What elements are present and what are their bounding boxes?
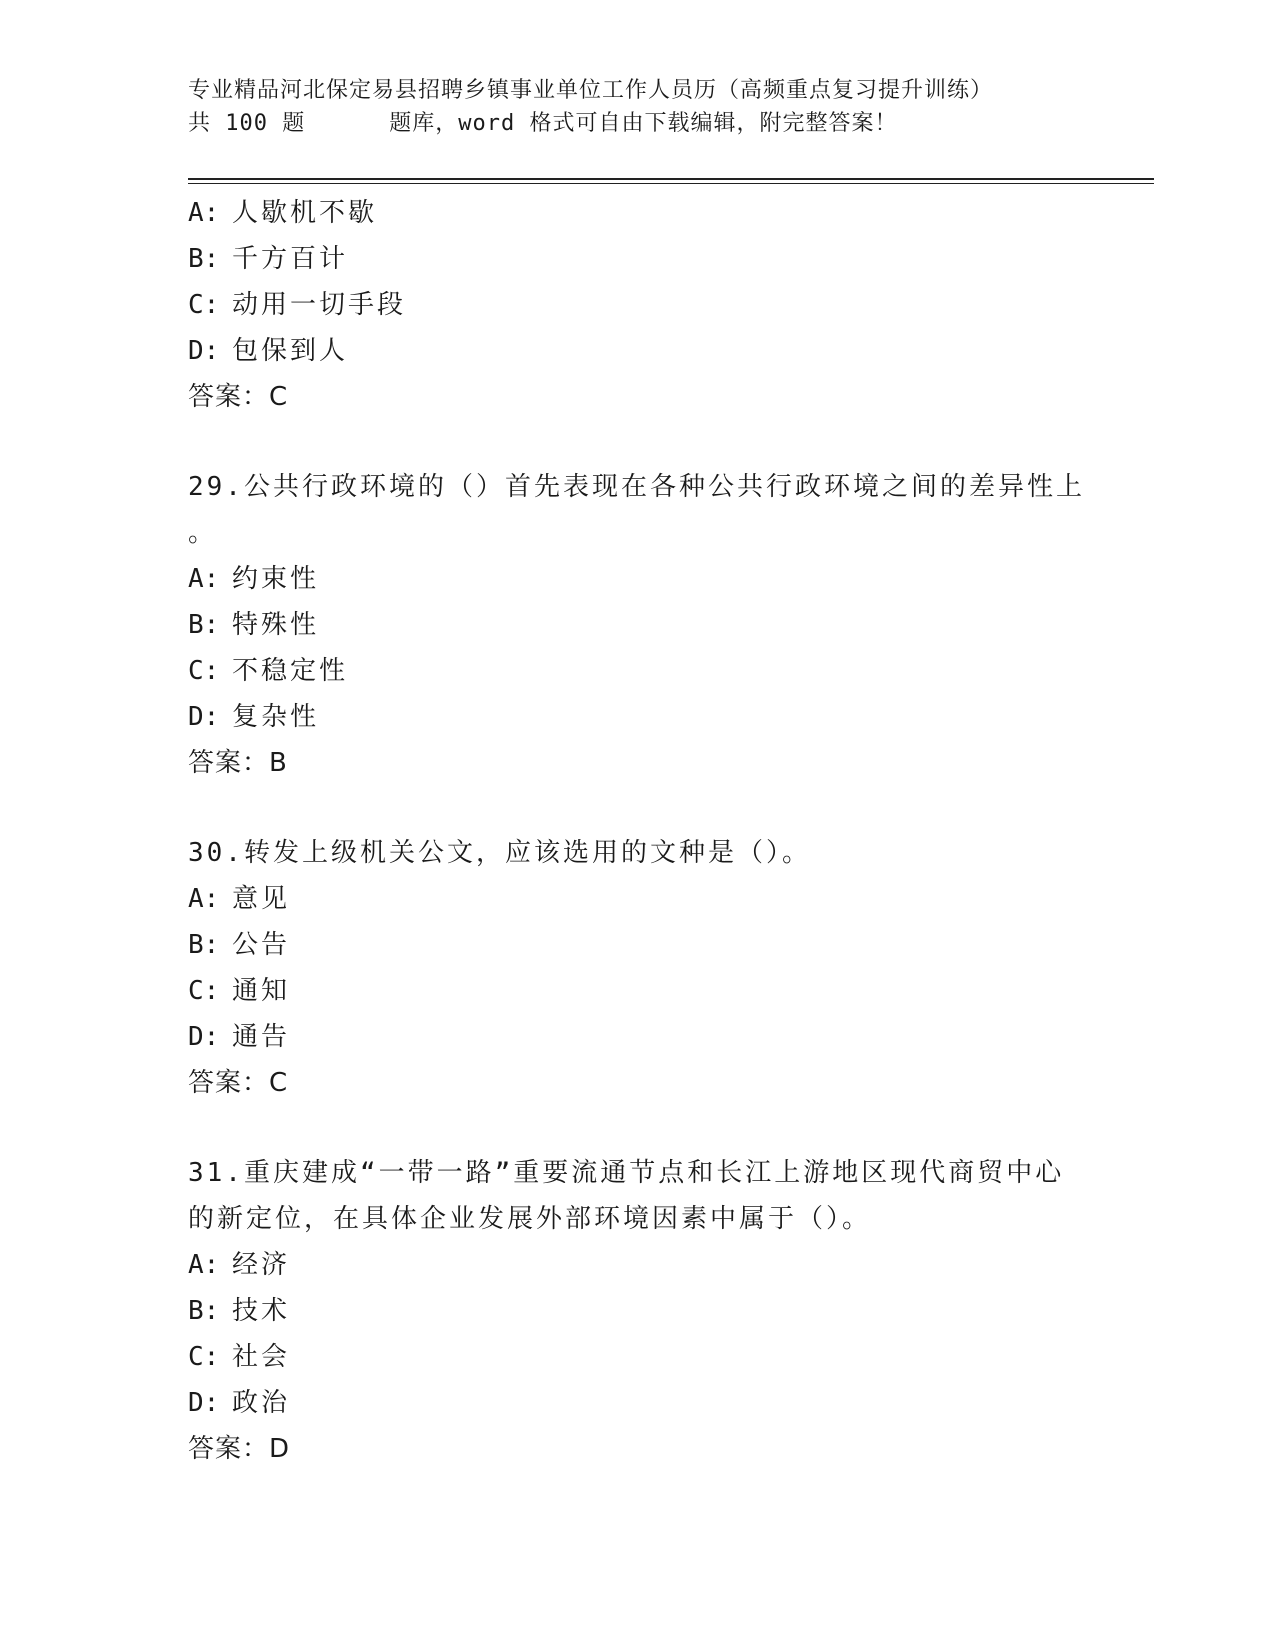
option-key: A: (188, 564, 220, 594)
header-rule-thin (188, 183, 1154, 184)
question-text: 29.公共行政环境的（）首先表现在各种公共行政环境之间的差异性上 (188, 472, 1085, 502)
option-text: 包保到人 (232, 336, 349, 366)
answer-line: 答案：B (188, 748, 288, 778)
question-text: 的新定位，在具体企业发展外部环境因素中属于（）。 (188, 1204, 872, 1234)
option-key: D: (188, 336, 220, 366)
option-a (188, 556, 1088, 602)
option-text: 通告 (232, 1022, 291, 1052)
option-text: 社会 (232, 1342, 291, 1372)
option-key: A: (188, 1250, 220, 1280)
option-text: 复杂性 (232, 702, 320, 732)
option-text: 公告 (232, 930, 291, 960)
option-key: C: (188, 976, 220, 1006)
option-text: 千方百计 (232, 244, 349, 274)
option-text: 意见 (232, 884, 291, 914)
option-text: 约束性 (232, 564, 320, 594)
option-key: B: (188, 244, 220, 274)
option-c (188, 968, 1088, 1014)
question-31 (188, 1150, 1088, 1472)
option-key: B: (188, 610, 220, 640)
option-text: 通知 (232, 976, 291, 1006)
option-a (188, 1242, 1088, 1288)
option-c (188, 282, 1088, 328)
option-a (188, 876, 1088, 922)
option-key: C: (188, 656, 220, 686)
option-b (188, 922, 1088, 968)
option-text: 经济 (232, 1250, 291, 1280)
option-key: B: (188, 1296, 220, 1326)
option-c (188, 1334, 1088, 1380)
question-29 (188, 464, 1088, 786)
option-key: A: (188, 198, 220, 228)
option-key: D: (188, 1388, 220, 1418)
option-b (188, 602, 1088, 648)
option-b (188, 236, 1088, 282)
question-text: 。 (188, 518, 218, 548)
option-text: 动用一切手段 (232, 290, 407, 320)
option-text: 技术 (232, 1296, 291, 1326)
document-header (188, 74, 1148, 140)
answer-line: 答案：C (188, 1068, 289, 1098)
option-b (188, 1288, 1088, 1334)
option-key: C: (188, 1342, 220, 1372)
question-text: 30.转发上级机关公文，应该选用的文种是（）。 (188, 838, 811, 868)
header-title: 专业精品河北保定易县招聘乡镇事业单位工作人员历（高频重点复习提升训练） (188, 78, 994, 103)
option-key: D: (188, 1022, 220, 1052)
option-d (188, 1014, 1088, 1060)
option-key: D: (188, 702, 220, 732)
answer-line: 答案：C (188, 382, 289, 412)
option-d (188, 328, 1088, 374)
option-a (188, 190, 1088, 236)
option-text: 特殊性 (232, 610, 320, 640)
header-subtitle (188, 107, 1148, 140)
header-rule-thick (188, 178, 1154, 180)
header-description: 题库，word 格式可自由下载编辑，附完整答案！ (389, 111, 898, 136)
option-key: C: (188, 290, 220, 320)
option-key: B: (188, 930, 220, 960)
option-text: 不稳定性 (232, 656, 349, 686)
option-d (188, 1380, 1088, 1426)
option-key: A: (188, 884, 220, 914)
question-30 (188, 830, 1088, 1106)
question-text: 31.重庆建成“一带一路”重要流通节点和长江上游地区现代商贸中心 (188, 1158, 1065, 1188)
option-text: 人歇机不歇 (232, 198, 378, 228)
carryover-question (188, 190, 1088, 420)
header-count: 共 100 题 (188, 111, 306, 136)
question-content (188, 190, 1088, 1472)
option-d (188, 694, 1088, 740)
answer-line: 答案：D (188, 1434, 291, 1464)
option-c (188, 648, 1088, 694)
option-text: 政治 (232, 1388, 291, 1418)
